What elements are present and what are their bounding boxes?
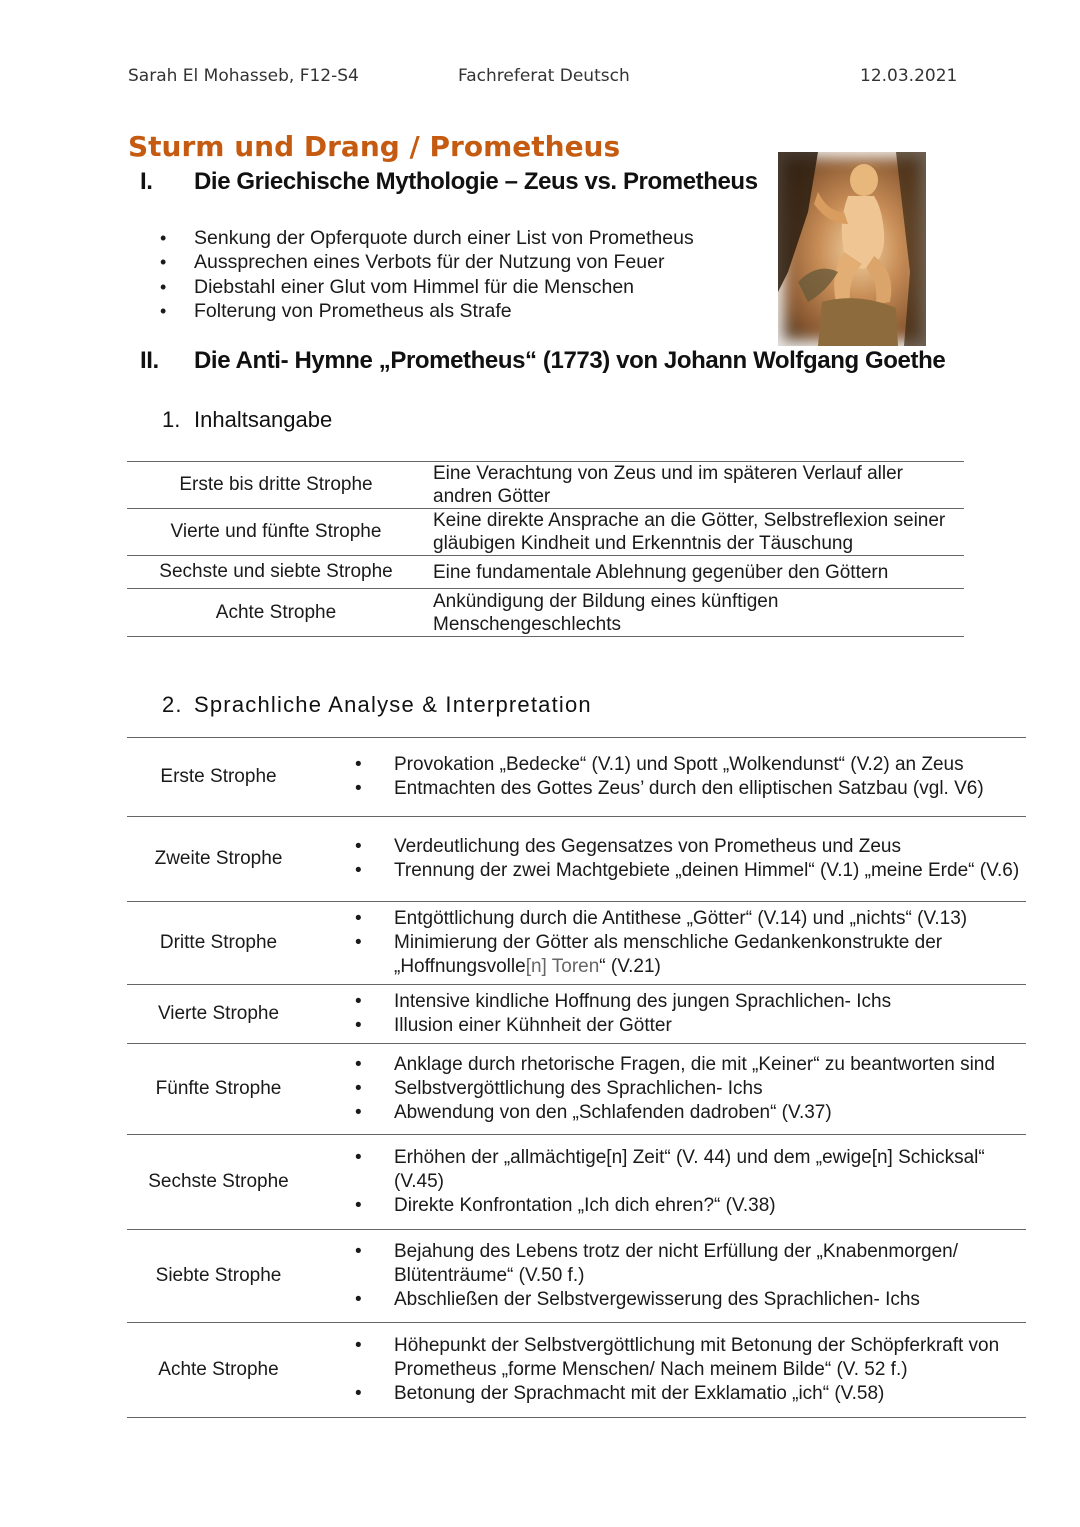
table-row xyxy=(127,817,1026,902)
bullet-list xyxy=(310,1053,995,1125)
section-2-title: Die Anti- Hymne „Prometheus“ (1773) von Johann Wolfgang Goethe xyxy=(194,347,946,374)
table-cell-content xyxy=(310,1230,1026,1322)
subsection-2-heading xyxy=(162,692,592,718)
header-subject: Fachreferat Deutsch xyxy=(458,66,630,86)
table-row xyxy=(127,1230,1026,1323)
table-cell-label: Siebte Strophe xyxy=(155,1265,282,1286)
header-author: Sarah El Mohasseb, F12-S4 xyxy=(128,66,359,86)
section-1-title: Die Griechische Mythologie – Zeus vs. Prometheus xyxy=(194,168,758,195)
table-cell-label: Erste bis dritte Strophe xyxy=(179,474,373,495)
section-1-bullet-list xyxy=(160,226,694,323)
table-cell-text: Eine Verachtung von Zeus und im späteren Verlauf aller andren Götter xyxy=(433,463,904,507)
table-row xyxy=(127,985,1026,1044)
list-item: • Direkte Konfrontation „Ich dich ehren?“ (V.38) xyxy=(384,1194,1026,1218)
list-item xyxy=(384,931,967,979)
table-cell-content xyxy=(310,738,1026,816)
table-cell-label: Vierte Strophe xyxy=(157,1003,280,1024)
table-cell-content xyxy=(310,1135,1026,1229)
list-item: • Diebstahl einer Glut vom Himmel für die Menschen xyxy=(160,275,694,299)
list-item: • Höhepunkt der Selbstvergöttlichung mit Betonung der Schöpferkraft von Prometheus „forme Menschen/ Nach meinem Bilde“ (V. 52 f.) xyxy=(384,1334,1026,1382)
table-cell-label: Achte Strophe xyxy=(158,1359,279,1380)
section-1-heading xyxy=(140,168,758,196)
table-cell-content xyxy=(310,902,1026,984)
table-cell-content xyxy=(310,1044,1026,1134)
table-row xyxy=(127,738,1026,817)
table-cell-content xyxy=(310,1323,1026,1417)
table-row xyxy=(127,509,964,556)
table-row xyxy=(127,589,964,637)
table-cell-label: Erste Strophe xyxy=(160,766,277,787)
table-cell-label: Achte Strophe xyxy=(215,601,337,623)
prometheus-painting-image xyxy=(778,152,926,346)
table-cell-text: Eine fundamentale Ablehnung gegenüber den Göttern xyxy=(433,561,889,583)
quote-text: „Hoffnungsvolle xyxy=(394,956,526,977)
list-item: • Provokation „Bedecke“ (V.1) und Spott „Wolkendunst“ (V.2) an Zeus xyxy=(384,753,984,777)
list-item: • Anklage durch rhetorische Fragen, die mit „Keiner“ zu beantworten sind xyxy=(384,1053,995,1077)
table-cell-text: Ankündigung der Bildung eines künftigen Menschengeschlechts xyxy=(433,590,779,635)
table-cell-label: Dritte Strophe xyxy=(159,932,278,953)
bullet-list xyxy=(310,1334,1026,1406)
subsection-1-title: Inhaltsangabe xyxy=(194,407,333,432)
table-row xyxy=(127,462,964,509)
list-item: • Bejahung des Lebens trotz der nicht Erfüllung der „Knabenmorgen/ Blütenträume“ (V.50 f.) xyxy=(384,1240,1026,1288)
table-cell-content xyxy=(310,817,1026,901)
list-item-text: Minimierung der Götter als menschliche Gedankenkonstrukte der xyxy=(394,932,943,953)
table-cell-label: Fünfte Strophe xyxy=(155,1078,282,1099)
list-item: • Senkung der Opferquote durch einer List von Prometheus xyxy=(160,226,694,250)
subsection-1-heading xyxy=(162,407,332,433)
list-item: • Entgöttlichung durch die Antithese „Götter“ (V.14) und „nichts“ (V.13) xyxy=(384,907,967,931)
table-cell-label: Sechste Strophe xyxy=(148,1171,289,1192)
list-item: • Intensive kindliche Hoffnung des jungen Sprachlichen- Ichs xyxy=(384,990,891,1014)
list-item: • Aussprechen eines Verbots für der Nutzung von Feuer xyxy=(160,250,694,274)
table-cell-text: Keine direkte Ansprache an die Götter, Selbstreflexion seiner gläubigen Kindheit und Erkenntnis der Täuschung xyxy=(433,510,946,554)
table-cell-content xyxy=(310,985,1026,1043)
subsection-2-title: Sprachliche Analyse & Interpretation xyxy=(194,692,592,717)
bullet-list xyxy=(310,835,1019,883)
table-row xyxy=(127,1044,1026,1135)
list-item: • Erhöhen der „allmächtige[n] Zeit“ (V. 44) und dem „ewige[n] Schicksal“ (V.45) xyxy=(384,1146,1026,1194)
bullet-list xyxy=(310,990,891,1038)
list-item: • Abschließen der Selbstvergewisserung des Sprachlichen- Ichs xyxy=(384,1288,1026,1312)
bullet-list xyxy=(310,1240,1026,1312)
list-item: • Trennung der zwei Machtgebiete „deinen Himmel“ (V.1) „meine Erde“ (V.6) xyxy=(384,859,1019,883)
section-2-heading xyxy=(140,347,945,375)
header-date: 12.03.2021 xyxy=(860,66,958,86)
list-item: • Betonung der Sprachmacht mit der Exklamatio „ich“ (V.58) xyxy=(384,1382,1026,1406)
table-cell-label: Zweite Strophe xyxy=(154,848,283,869)
section-2-number: II. xyxy=(140,347,159,374)
list-item: • Entmachten des Gottes Zeus’ durch den elliptischen Satzbau (vgl. V6) xyxy=(384,777,984,801)
bullet-list xyxy=(310,907,967,979)
list-item: • Abwendung von den „Schlafenden dadroben“ (V.37) xyxy=(384,1101,995,1125)
document-title: Sturm und Drang / Prometheus xyxy=(128,130,621,163)
quote-reference: “ (V.21) xyxy=(599,956,661,977)
subsection-2-number: 2. xyxy=(162,692,183,717)
quote-text-muted: [n] Toren xyxy=(525,956,600,977)
list-item: • Verdeutlichung des Gegensatzes von Prometheus und Zeus xyxy=(384,835,1019,859)
summary-table xyxy=(127,461,964,637)
analysis-table xyxy=(127,737,1026,1418)
list-item: • Folterung von Prometheus als Strafe xyxy=(160,299,694,323)
list-item: • Selbstvergöttlichung des Sprachlichen- Ichs xyxy=(384,1077,995,1101)
table-row xyxy=(127,902,1026,985)
section-1-number: I. xyxy=(140,168,153,195)
table-cell-label: Vierte und fünfte Strophe xyxy=(170,521,382,542)
table-row xyxy=(127,1135,1026,1230)
prometheus-figure-icon xyxy=(778,152,926,346)
table-row xyxy=(127,556,964,589)
table-cell-label: Sechste und siebte Strophe xyxy=(159,561,393,582)
table-row xyxy=(127,1323,1026,1418)
bullet-list xyxy=(310,1146,1026,1218)
subsection-1-number: 1. xyxy=(162,407,181,432)
bullet-list xyxy=(310,753,984,801)
list-item: • Illusion einer Kühnheit der Götter xyxy=(384,1014,891,1038)
